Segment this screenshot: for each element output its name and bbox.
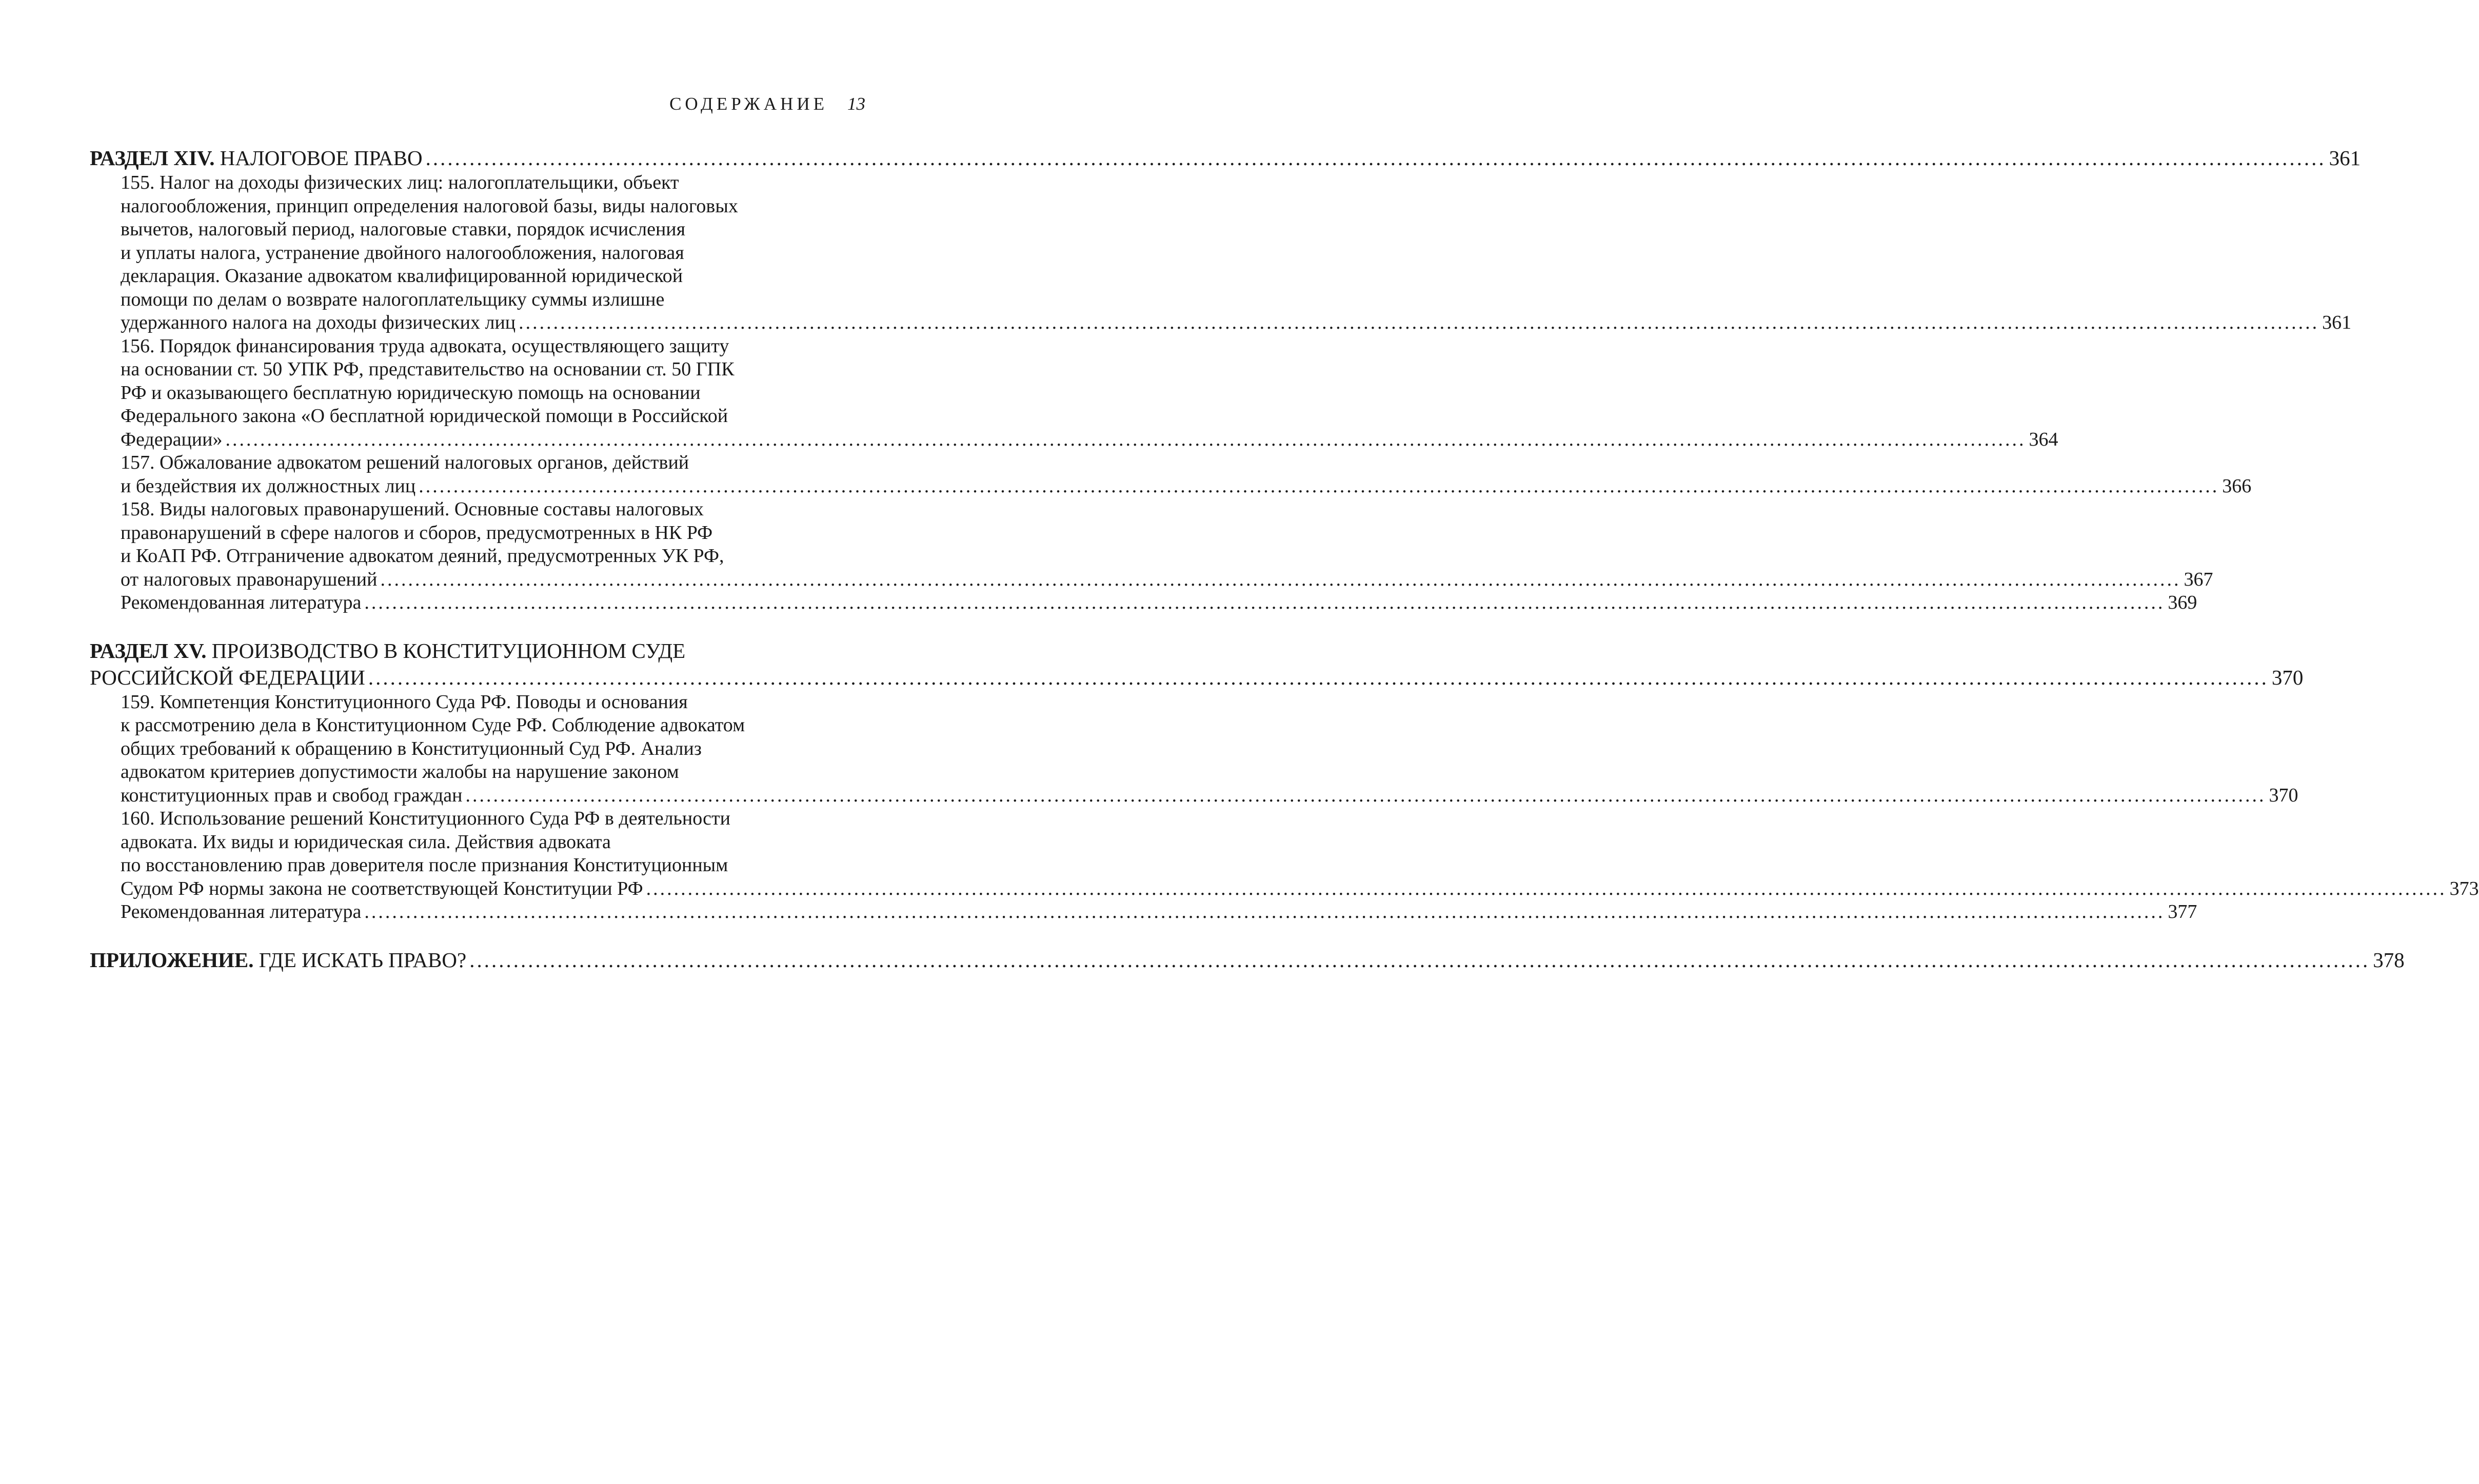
entry-text: Судом РФ нормы закона не соответствующей Конституции РФ [121, 877, 643, 899]
entry-line: Федерального закона «О бесплатной юридической помощи в Российской [121, 405, 728, 427]
appendix-label: ПРИЛОЖЕНИЕ. [90, 948, 254, 972]
page-ref: 369 [2168, 592, 2197, 613]
dot-leader: .................................................................................................................................................................................................................................................................... [364, 901, 2165, 923]
section-title: ПРОИЗВОДСТВО В КОНСТИТУЦИОННОМ СУДЕ [211, 638, 686, 663]
page-ref: 373 [2449, 877, 2479, 899]
dot-leader: .................................................................................................................................................................................................................................................................... [425, 146, 2326, 170]
dot-leader: .................................................................................................................................................................................................................................................................... [519, 312, 2319, 333]
toc-entry [90, 691, 2298, 808]
section-heading-text [90, 145, 423, 171]
section-label: РАЗДЕЛ XIV. [90, 146, 215, 170]
entry-line: общих требований к обращению в Конституционный Суд РФ. Анализ [121, 737, 702, 759]
entry-line: правонарушений в сфере налогов и сборов, предусмотренных в НК РФ [121, 522, 713, 544]
page-ref: 370 [2271, 665, 2304, 689]
running-head [0, 91, 865, 117]
page-ref: 377 [2168, 901, 2197, 923]
entry-last-line [90, 568, 2213, 592]
entry-last-line-text [121, 428, 222, 452]
entry-text: конституционных прав и свобод граждан [121, 784, 463, 806]
page-ref: 364 [2029, 428, 2058, 450]
entry-line: 160. Использование решений Конституционного Суда РФ в деятельности [121, 808, 730, 829]
section-title: РОССИЙСКОЙ ФЕДЕРАЦИИ [90, 665, 365, 689]
section-label: РАЗДЕЛ XV. [90, 638, 207, 663]
entry-line: РФ и оказывающего бесплатную юридическую помощь на основании [121, 382, 701, 404]
section-heading-line [90, 637, 857, 664]
entry-line: адвоката. Их виды и юридическая сила. Действия адвоката [121, 831, 611, 853]
dot-leader: .................................................................................................................................................................................................................................................................... [419, 475, 2219, 497]
entry-line: и уплаты налога, устранение двойного налогообложения, налоговая [121, 242, 684, 264]
entry-line: вычетов, налоговый период, налоговые ставки, порядок исчисления [121, 218, 686, 240]
entry-line: помощи по делам о возврате налогоплательщику суммы излишне [121, 288, 665, 310]
entry-line: и КоАП РФ. Отграничение адвокатом деяний, предусмотренных УК РФ, [121, 545, 724, 567]
appendix-heading-text [90, 947, 466, 973]
literature-line-text [121, 900, 361, 924]
entry-text: и бездействия их должностных лиц [121, 475, 416, 497]
toc-section [90, 145, 2361, 615]
entry-line: адвокатом критериев допустимости жалобы на нарушение законом [121, 761, 679, 783]
literature-line [90, 900, 2197, 924]
toc-appendix [90, 947, 2405, 973]
entry-line: 157. Обжалование адвокатом решений налоговых органов, действий [121, 452, 689, 473]
page-ref: 366 [2222, 475, 2252, 497]
entry-line: на основании ст. 50 УПК РФ, представительство на основании ст. 50 ГПК [121, 358, 735, 380]
page-ref: 361 [2322, 312, 2352, 333]
toc-entry [90, 335, 2058, 452]
entry-last-line-text [121, 311, 515, 335]
section-heading [90, 145, 2361, 171]
entry-text: удержанного налога на доходы физических лиц [121, 312, 516, 333]
entry-line: 159. Компетенция Конституционного Суда РФ. Поводы и основания [121, 691, 688, 713]
literature-label: Рекомендованная литература [121, 592, 362, 613]
page-number: 13 [847, 94, 865, 114]
entry-line: 156. Порядок финансирования труда адвоката, осуществляющего защиту [121, 335, 729, 357]
recommended-literature [90, 591, 2197, 615]
dot-leader: .................................................................................................................................................................................................................................................................... [465, 784, 2266, 806]
entry-last-line [90, 784, 2298, 808]
entry-text: от налоговых правонарушений [121, 568, 378, 590]
entry-last-line-text [121, 784, 463, 808]
literature-label: Рекомендованная литература [121, 901, 362, 923]
entry-last-line-text [121, 475, 415, 498]
toc-entry [90, 171, 2352, 335]
dot-leader: .................................................................................................................................................................................................................................................................... [469, 948, 2370, 972]
literature-line [90, 591, 2197, 615]
appendix-heading [90, 947, 2405, 973]
entry-line: 158. Виды налоговых правонарушений. Основные составы налоговых [121, 498, 704, 520]
table-of-contents [90, 145, 2479, 996]
appendix-title: ГДЕ ИСКАТЬ ПРАВО? [259, 948, 467, 972]
section-heading [90, 664, 2304, 691]
toc-entry [90, 807, 2479, 900]
page-ref: 367 [2184, 568, 2213, 590]
entry-last-line [90, 311, 2352, 335]
recommended-literature [90, 900, 2197, 924]
page-ref: 378 [2373, 948, 2405, 972]
dot-leader: .................................................................................................................................................................................................................................................................... [380, 568, 2181, 590]
toc-section [90, 637, 2479, 924]
entry-text: Федерации» [121, 428, 223, 450]
entry-line: налогообложения, принцип определения налоговой базы, виды налоговых [121, 195, 738, 217]
page-ref: 361 [2329, 146, 2361, 170]
dot-leader: .................................................................................................................................................................................................................................................................... [364, 592, 2165, 613]
section-title: НАЛОГОВОЕ ПРАВО [220, 146, 423, 170]
entry-line: декларация. Оказание адвокатом квалифицированной юридической [121, 265, 683, 287]
entry-last-line [90, 475, 2252, 498]
dot-leader: .................................................................................................................................................................................................................................................................... [368, 665, 2269, 689]
entry-line: к рассмотрению дела в Конституционном Суде РФ. Соблюдение адвокатом [121, 714, 745, 736]
entry-line: по восстановлению прав доверителя после признания Конституционным [121, 854, 728, 876]
dot-leader: .................................................................................................................................................................................................................................................................... [646, 877, 2447, 899]
entry-last-line-text [121, 568, 377, 592]
toc-entry [90, 451, 2252, 498]
toc-entry [90, 498, 2213, 591]
entry-last-line [90, 877, 2479, 901]
running-head-title: СОДЕРЖАНИЕ [669, 94, 828, 114]
entry-last-line [90, 428, 2058, 452]
dot-leader: .................................................................................................................................................................................................................................................................... [225, 428, 2026, 450]
literature-line-text [121, 591, 361, 615]
section-heading-text [90, 664, 365, 691]
entry-last-line-text [121, 877, 643, 901]
page-ref: 370 [2269, 784, 2298, 806]
entry-line: 155. Налог на доходы физических лиц: налогоплательщики, объект [121, 172, 679, 193]
